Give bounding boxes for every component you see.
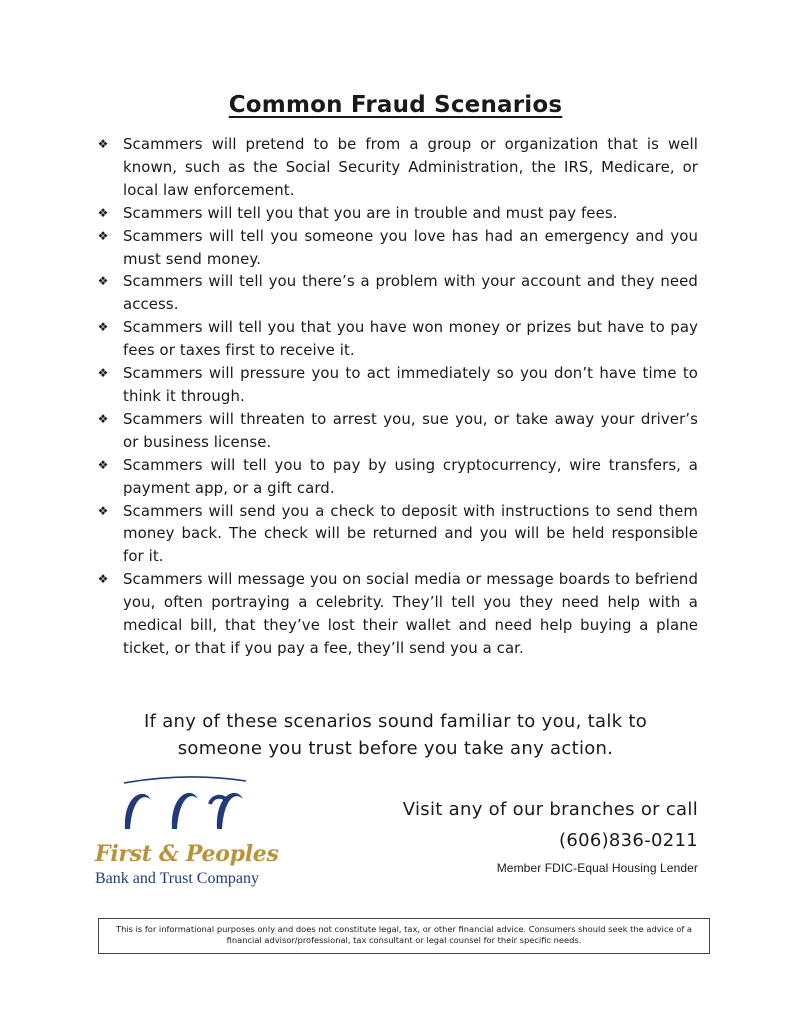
closing-line-1: If any of these scenarios sound familiar to you, talk to xyxy=(143,711,648,732)
bank-name: First & Peoples xyxy=(95,841,279,867)
list-item xyxy=(96,500,698,569)
closing-line-2: someone you trust before you take any action. xyxy=(177,738,614,759)
scenario-text: Scammers will tell you to pay by using cryptocurrency, wire transfers, a payment app, or a gift card. xyxy=(123,455,698,497)
scenario-text: Scammers will tell you that you are in trouble and must pay fees. xyxy=(123,203,618,222)
scenario-text: Scammers will threaten to arrest you, sue you, or take away your driver’s or business license. xyxy=(123,409,698,451)
list-item xyxy=(96,408,698,454)
scenario-text: Scammers will tell you that you have won money or prizes but have to pay fees or taxes first to receive it. xyxy=(123,318,698,360)
diamond-bullet-icon: ❖ xyxy=(97,411,109,426)
diamond-bullet-icon: ❖ xyxy=(97,205,109,220)
diamond-bullet-icon: ❖ xyxy=(97,503,109,518)
contact-text: Visit any of our branches or call xyxy=(402,799,698,820)
contact-block xyxy=(403,794,698,875)
list-item xyxy=(96,202,698,225)
scenario-text: Scammers will tell you there’s a problem with your account and they need access. xyxy=(123,272,698,314)
list-item xyxy=(96,316,698,362)
list-item xyxy=(96,568,698,660)
diamond-bullet-icon: ❖ xyxy=(97,366,109,381)
arches-logo-icon xyxy=(94,774,284,844)
bank-logo xyxy=(94,774,284,892)
phone-number: (606)836-0211 xyxy=(559,830,698,851)
scenario-text: Scammers will pretend to be from a group or organization that is well known, such as the Social Security Administration, the IRS, Medicare, or local law enforcement. xyxy=(123,135,698,199)
member-fdic-text: Member FDIC-Equal Housing Lender xyxy=(496,861,698,875)
list-item xyxy=(96,133,698,202)
scenario-text: Scammers will send you a check to deposit with instructions to send them money back. The check will be returned and you will be held responsible for it. xyxy=(123,501,698,566)
diamond-bullet-icon: ❖ xyxy=(97,457,109,472)
fraud-scenario-list xyxy=(96,133,698,660)
disclaimer-box: This is for informational purposes only and does not constitute legal, tax, or other financial advice. Consumers should seek the advice of a financial advisor/professional, tax consultant or legal counsel for their specific needs. xyxy=(98,918,710,954)
scenario-text: Scammers will message you on social media or message boards to befriend you, often portraying a celebrity. They’ll tell you they need help with a medical bill, that they’ve lost their wallet and need help buying a plane ticket, or that if you pay a fee, they’ll send you a car. xyxy=(123,570,698,657)
list-item xyxy=(96,454,698,500)
page-title: Common Fraud Scenarios xyxy=(228,92,563,118)
scenario-text: Scammers will pressure you to act immediately so you don’t have time to think it through. xyxy=(123,364,698,405)
scenario-text: Scammers will tell you someone you love has had an emergency and you must send money. xyxy=(123,226,698,268)
diamond-bullet-icon: ❖ xyxy=(97,137,109,151)
diamond-bullet-icon: ❖ xyxy=(97,320,109,335)
list-item xyxy=(96,225,698,271)
diamond-bullet-icon: ❖ xyxy=(97,228,109,243)
diamond-bullet-icon: ❖ xyxy=(97,274,109,289)
bank-subtitle: Bank and Trust Company xyxy=(95,870,260,887)
diamond-bullet-icon: ❖ xyxy=(97,572,109,587)
list-item xyxy=(96,362,698,408)
closing-message xyxy=(0,708,791,762)
list-item xyxy=(96,270,698,316)
